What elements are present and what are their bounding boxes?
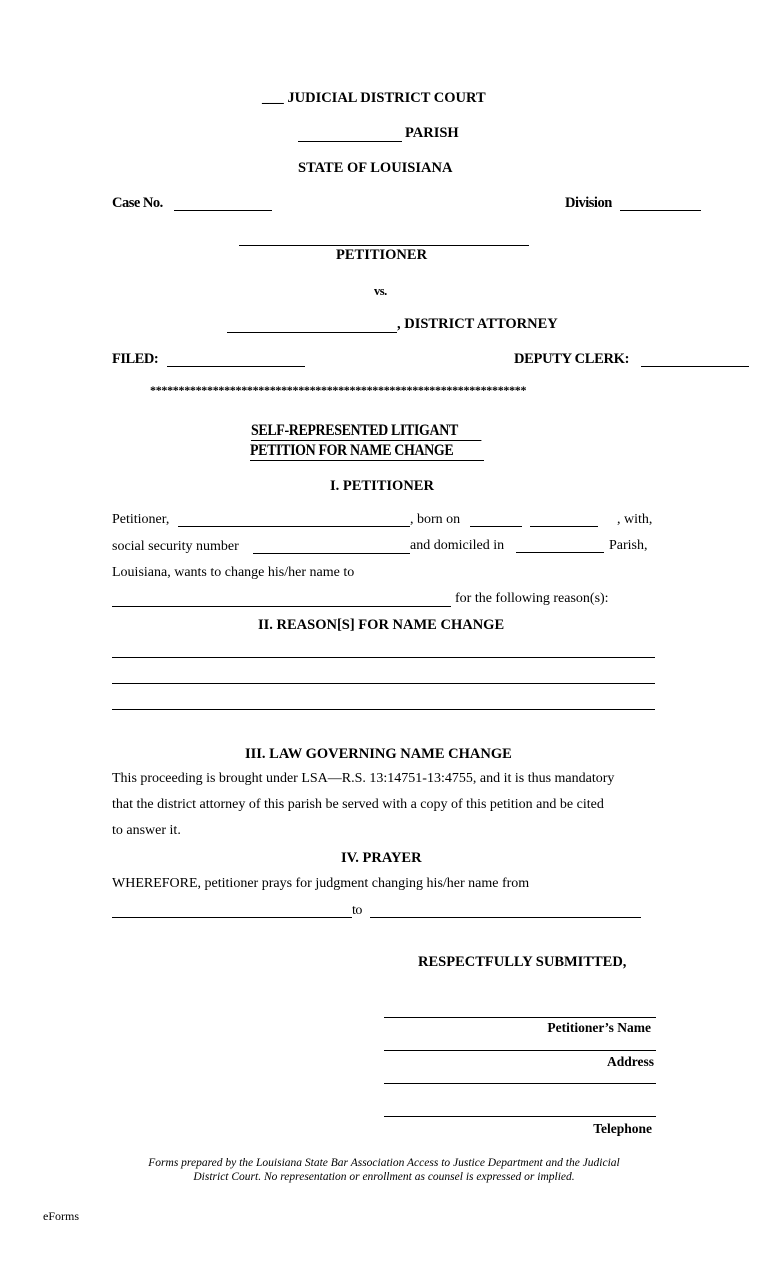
filed-field[interactable] — [167, 352, 305, 367]
footer-disclaimer-line-2: District Court. No representation or enrollment as counsel is expressed or implied. — [193, 1171, 575, 1183]
district-attorney-label: , DISTRICT ATTORNEY — [397, 316, 558, 332]
reason-line-2[interactable] — [112, 683, 655, 684]
division-label: Division — [565, 195, 612, 211]
petitioner-caption: PETITIONER — [336, 247, 428, 263]
section-4-heading: IV. PRAYER — [341, 850, 422, 866]
wherefore-text: WHEREFORE, petitioner prays for judgment changing his/her name from — [112, 876, 530, 891]
born-on-label: , born on — [410, 512, 461, 527]
separator-stars: ****************************************************************** — [150, 383, 527, 397]
petitioner-name-input[interactable] — [178, 512, 410, 527]
ssn-label: social security number — [112, 539, 239, 554]
case-no-field[interactable] — [174, 196, 272, 211]
court-label: JUDICIAL DISTRICT COURT — [287, 90, 486, 106]
birth-date-field-2[interactable] — [530, 512, 598, 527]
address-caption: Address — [606, 1054, 654, 1069]
law-text-line-3: to answer it. — [112, 823, 181, 838]
section-1-heading: I. PETITIONER — [330, 478, 434, 494]
parish-field[interactable] — [298, 127, 402, 142]
petitioner-name-field[interactable] — [239, 231, 529, 246]
to-label: to — [352, 903, 362, 918]
new-name-prayer-field[interactable] — [370, 903, 641, 918]
eforms-brand: eForms — [43, 1209, 79, 1223]
old-name-field[interactable] — [112, 903, 352, 918]
reason-line-3[interactable] — [112, 709, 655, 710]
new-name-field[interactable] — [112, 592, 451, 607]
reasons-text: for the following reason(s): — [455, 591, 609, 606]
court-number-blank[interactable]: ___ — [262, 90, 284, 106]
domicile-parish-field[interactable] — [516, 538, 604, 553]
filed-label: FILED: — [112, 351, 159, 367]
district-attorney-field[interactable] — [227, 318, 397, 333]
case-no-label: Case No. — [112, 195, 163, 211]
law-text-line-2: that the district attorney of this parish be served with a copy of this petition and be cited — [112, 797, 604, 812]
respectfully-submitted: RESPECTFULLY SUBMITTED, — [418, 954, 627, 970]
parish-suffix-label: Parish, — [609, 538, 648, 553]
telephone-line[interactable] — [384, 1116, 656, 1117]
title-line-2 — [250, 442, 484, 461]
deputy-clerk-field[interactable] — [641, 352, 749, 367]
signature-line[interactable] — [384, 1017, 656, 1018]
title-line-1-text: SELF-REPRESENTED LITIGANT — [251, 422, 458, 439]
court-title — [262, 90, 486, 107]
telephone-caption: Telephone — [593, 1121, 652, 1136]
division-field[interactable] — [620, 196, 701, 211]
louisiana-text: Louisiana, wants to change his/her name to — [112, 565, 355, 580]
domiciled-label: and domiciled in — [410, 538, 505, 553]
petitioner-label: Petitioner, — [112, 512, 170, 527]
petitioner-name-caption: Petitioner’s Name — [547, 1020, 651, 1035]
state-label: STATE OF LOUISIANA — [298, 160, 453, 176]
title-line-2-text: PETITION FOR NAME CHANGE — [250, 442, 454, 459]
footer-disclaimer-line-1: Forms prepared by the Louisiana State Bar Association Access to Justice Department and the Judicial — [148, 1157, 620, 1169]
birth-date-field-1[interactable] — [470, 512, 522, 527]
address-line-1[interactable] — [384, 1050, 656, 1051]
law-text-line-1: This proceeding is brought under LSA—R.S. 13:14751-13:4755, and it is thus mandatory — [112, 771, 615, 786]
title-line-1 — [251, 422, 481, 441]
section-2-heading: II. REASON[S] FOR NAME CHANGE — [258, 617, 505, 633]
ssn-field[interactable] — [253, 539, 410, 554]
parish-label: PARISH — [405, 125, 459, 141]
section-3-heading: III. LAW GOVERNING NAME CHANGE — [245, 746, 512, 762]
reason-line-1[interactable] — [112, 657, 655, 658]
with-label: , with, — [617, 512, 653, 527]
address-line-2[interactable] — [384, 1083, 656, 1084]
deputy-clerk-label: DEPUTY CLERK: — [514, 351, 630, 367]
vs-label: vs. — [374, 284, 387, 298]
